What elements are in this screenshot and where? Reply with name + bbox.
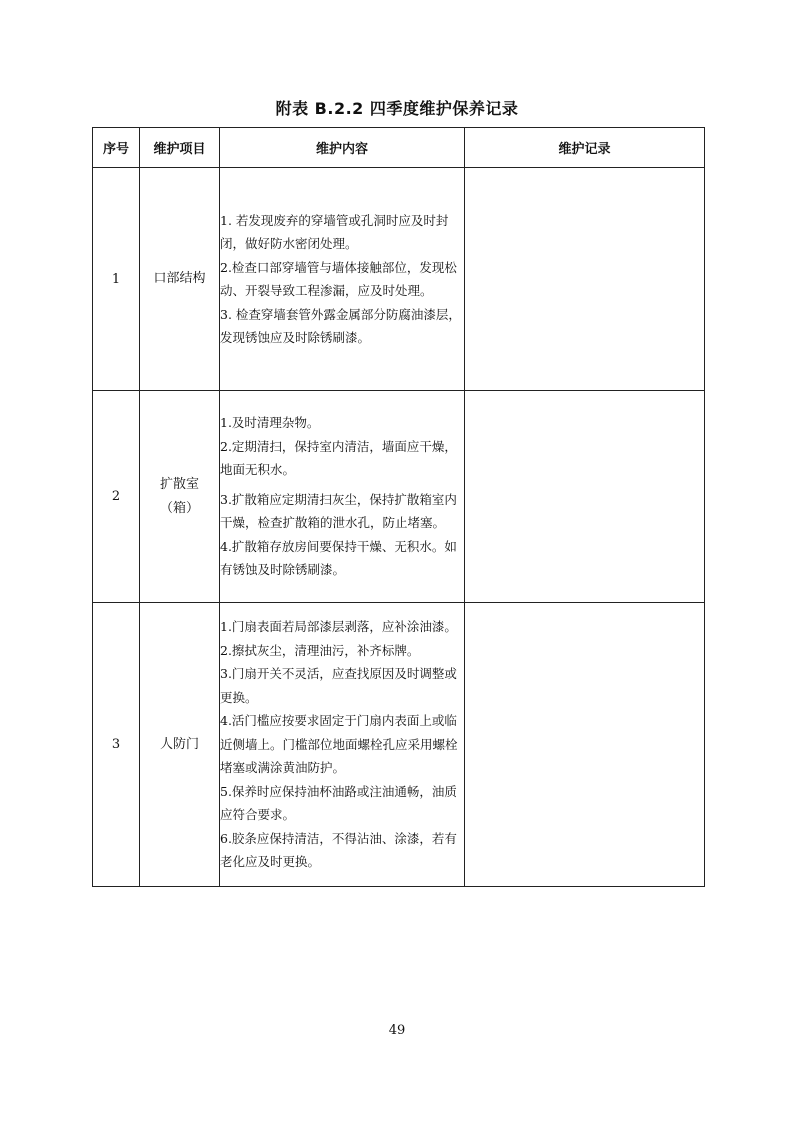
- row-item-line: 扩散室: [159, 476, 199, 492]
- table-row: [93, 168, 705, 391]
- row-content: [220, 168, 465, 391]
- row-index: 3: [93, 603, 140, 887]
- header-index: 序号: [93, 128, 140, 168]
- content-line: 3.门扇开关不灵活，应查找原因及时调整或更换。: [220, 666, 457, 705]
- maintenance-record-table: [92, 127, 705, 887]
- row-record-cell[interactable]: [465, 168, 705, 391]
- content-line: 4.活门槛应按要求固定于门扇内表面上或临近侧墙上。门槛部位地面螺栓孔应采用螺栓堵塞或满涂黄油防护。: [220, 713, 458, 776]
- content-line: 2.检查口部穿墙管与墙体接触部位，发现松动、开裂导致工程渗漏，应及时处理。: [220, 259, 457, 298]
- table-row: [93, 603, 705, 887]
- header-item: 维护项目: [140, 128, 220, 168]
- row-index: 1: [93, 168, 140, 391]
- content-line: 6.胶条应保持清洁，不得沾油、涂漆，若有老化应及时更换。: [220, 830, 457, 870]
- header-record: 维护记录: [465, 128, 705, 168]
- row-content: [220, 391, 465, 603]
- row-item-line: （箱）: [159, 500, 199, 516]
- table-header-row: [93, 128, 705, 168]
- row-index: 2: [93, 391, 140, 603]
- table-title: 附表 B.2.2 四季度维护保养记录: [275, 99, 519, 118]
- row-record-cell[interactable]: [465, 391, 705, 603]
- row-record-cell[interactable]: [465, 603, 705, 887]
- row-item: [140, 391, 220, 603]
- content-line: 4.扩散箱存放房间要保持干燥、无积水。如有锈蚀及时除锈刷漆。: [220, 538, 457, 578]
- content-line: 3.扩散箱应定期清扫灰尘，保持扩散箱室内干燥，检查扩散箱的泄水孔，防止堵塞。: [220, 491, 457, 531]
- table-row: [93, 391, 705, 603]
- content-line: 1.及时清理杂物。: [220, 415, 320, 431]
- page-number: 49: [388, 1023, 406, 1038]
- header-content: 维护内容: [220, 128, 465, 168]
- row-item: 人防门: [140, 603, 220, 887]
- content-line: 1. 若发现废弃的穿墙管或孔洞时应及时封闭，做好防水密闭处理。: [220, 212, 449, 251]
- content-line: 5.保养时应保持油杯油路或注油通畅，油质应符合要求。: [220, 783, 457, 823]
- content-line: 2.定期清扫，保持室内清洁，墙面应干燥，地面无积水。: [220, 438, 457, 478]
- row-content: [220, 603, 465, 887]
- content-line: 3. 检查穿墙套管外露金属部分防腐油漆层，发现锈蚀应及时除锈刷漆。: [220, 306, 461, 345]
- row-item: 口部结构: [140, 168, 220, 391]
- content-line: 1.门扇表面若局部漆层剥落，应补涂油漆。: [220, 619, 457, 635]
- content-line: 2.擦拭灰尘，清理油污，补齐标牌。: [220, 642, 420, 658]
